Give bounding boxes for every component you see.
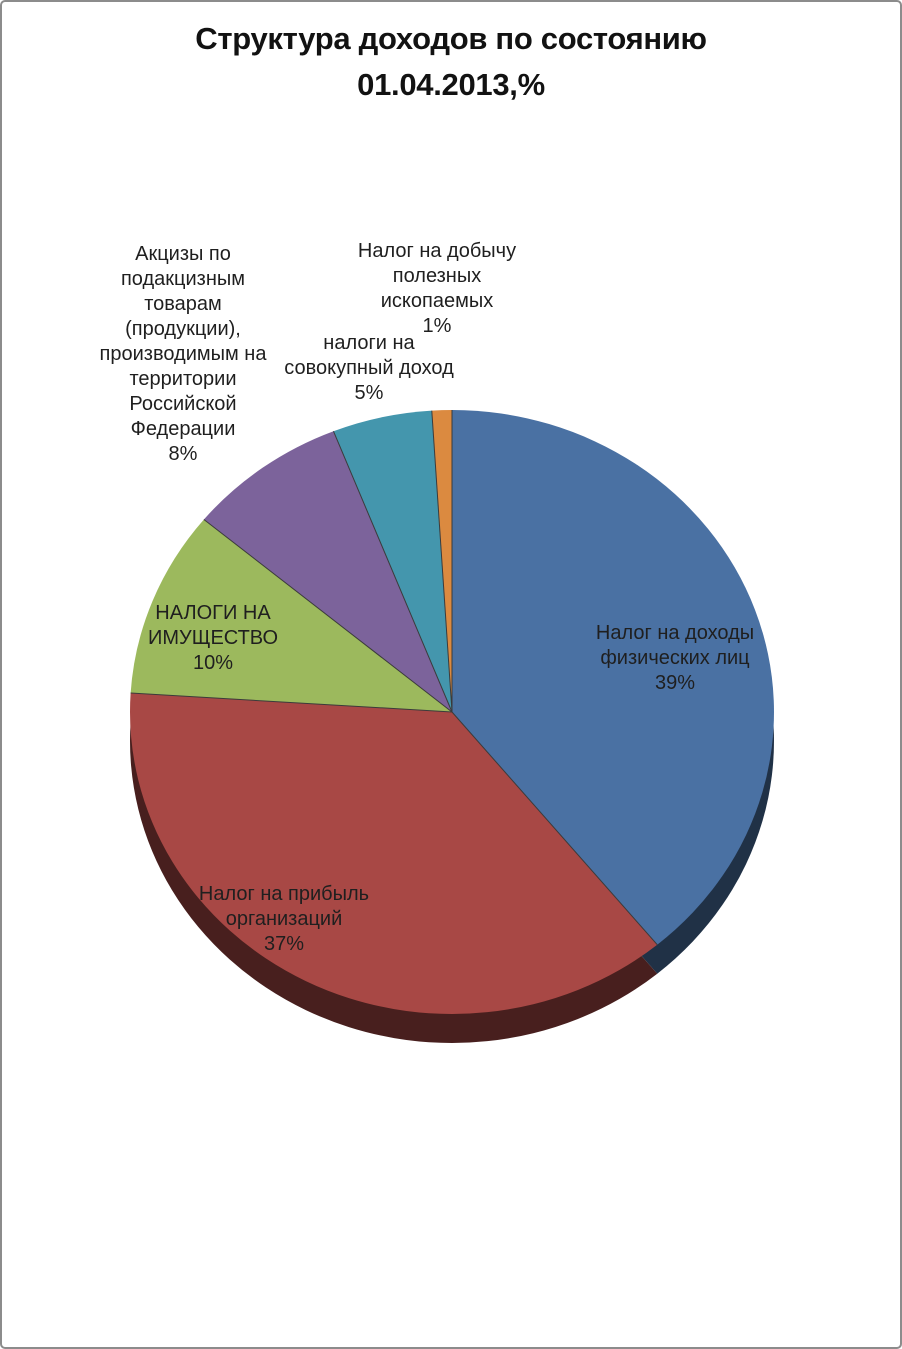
slice-label-0	[596, 621, 754, 696]
slice-label-line: налоги на	[323, 332, 415, 354]
slice-label-line: 10%	[192, 652, 234, 674]
slice-label-line: Налог на доходы	[595, 622, 755, 644]
slice-label-line: полезных	[392, 265, 482, 287]
slice-label-line: Российской	[129, 393, 237, 415]
slice-labels-layer	[2, 2, 900, 1347]
slice-label-line: ископаемых	[380, 290, 494, 312]
slice-label-4	[284, 331, 454, 406]
slice-label-line: производимым на	[99, 343, 267, 365]
slice-label-line: 39%	[654, 672, 696, 694]
chart-title-line2: 01.04.2013,%	[357, 67, 545, 102]
slice-label-line: Акцизы по	[135, 243, 231, 265]
slice-label-line: 1%	[422, 315, 452, 337]
slice-label-line: Налог на добычу	[357, 240, 517, 262]
slice-label-line: Налог на прибыль	[198, 883, 370, 905]
slice-label-line: (продукции),	[125, 318, 241, 340]
slice-label-5	[358, 239, 516, 339]
slice-label-line: физических лиц	[600, 647, 750, 669]
slice-label-2	[148, 601, 278, 676]
slice-label-line: 37%	[263, 933, 305, 955]
slice-label-line: 5%	[354, 382, 384, 404]
slice-label-3	[100, 242, 267, 467]
slice-label-line: подакцизным	[120, 268, 246, 290]
slice-label-line: организаций	[225, 908, 343, 930]
slice-label-1	[199, 882, 369, 957]
slice-label-line: НАЛОГИ НА	[155, 602, 271, 624]
slice-label-line: 8%	[168, 443, 198, 465]
slice-label-line: ИМУЩЕСТВО	[147, 627, 279, 649]
slice-label-line: совокупный доход	[284, 357, 454, 379]
slice-label-line: товарам	[144, 293, 222, 315]
slice-label-line: территории	[129, 368, 237, 390]
chart-title-line1: Структура доходов по состоянию	[195, 21, 707, 56]
slice-label-line: Федерации	[130, 418, 236, 440]
